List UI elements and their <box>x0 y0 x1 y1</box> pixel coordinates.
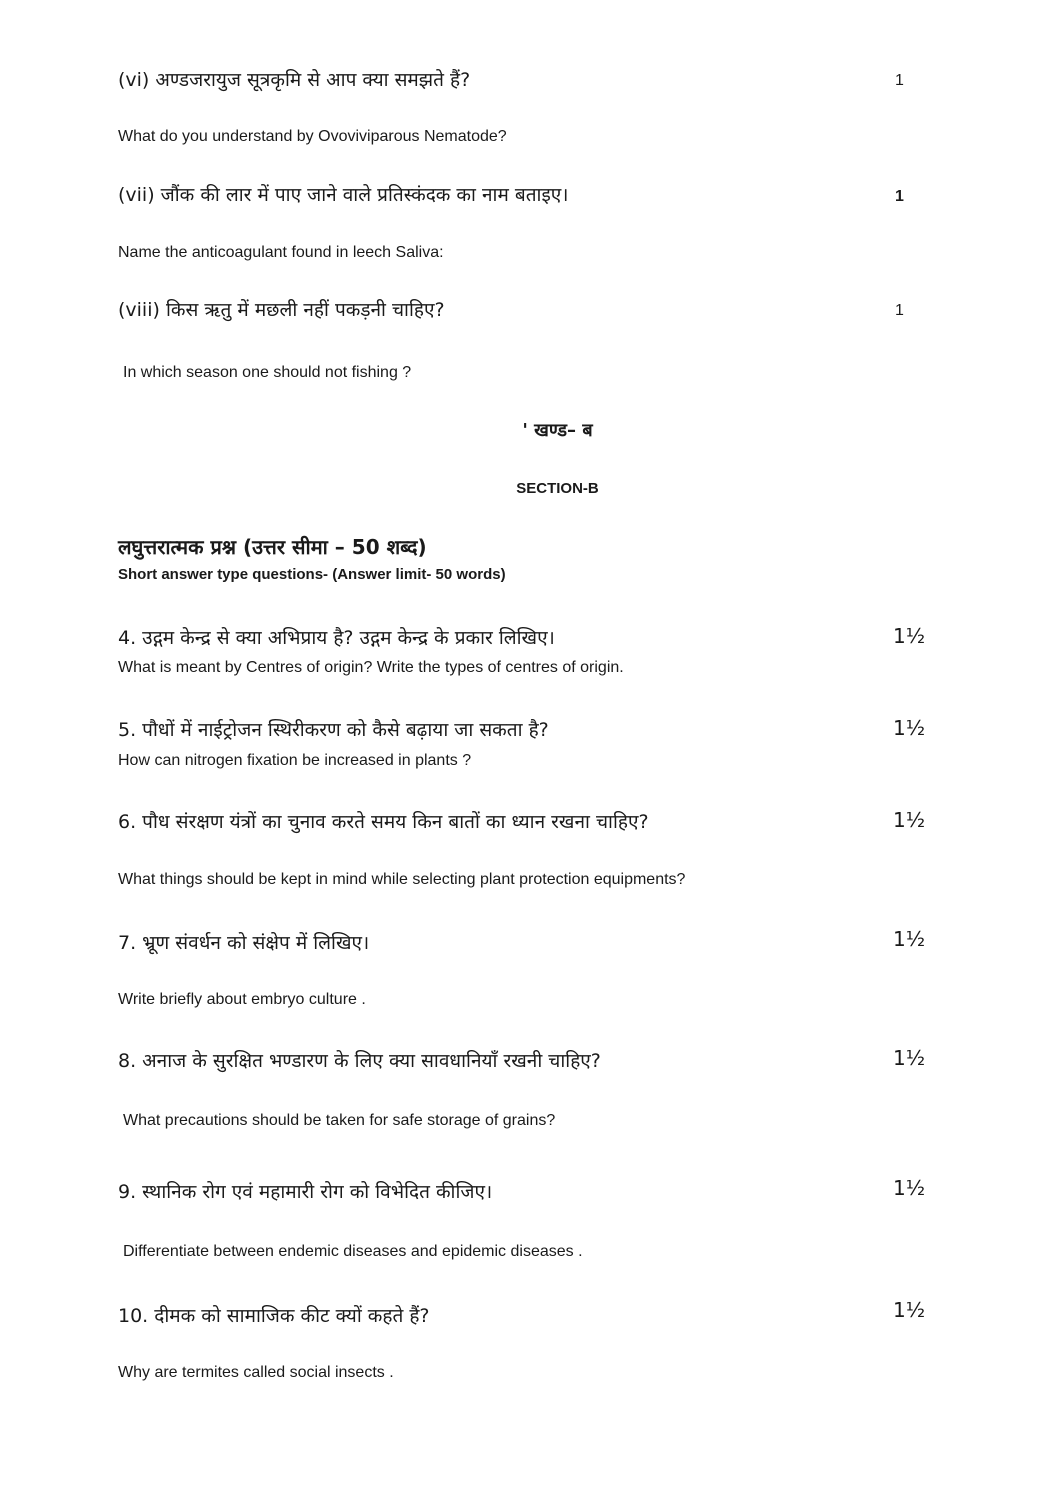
question-6-marks: 1½ <box>893 808 926 832</box>
question-5-english: How can nitrogen fixation be increased in plants ? <box>118 752 472 769</box>
question-9-english: Differentiate between endemic diseases and epidemic diseases . <box>123 1243 583 1260</box>
question-5-marks: 1½ <box>893 716 926 740</box>
question-4-english: What is meant by Centres of origin? Write the types of centres of origin. <box>118 659 624 676</box>
question-10-hindi: 10. दीमक को सामाजिक कीट क्यों कहते हैं? <box>118 1305 430 1327</box>
question-4-hindi: 4. उद्गम केन्द्र से क्या अभिप्राय है? उद्गम केन्द्र के प्रकार लिखिए। <box>118 627 555 649</box>
question-vii-marks: 1 <box>895 188 904 205</box>
section-heading-english: SECTION-B <box>516 480 599 497</box>
question-vi-english: What do you understand by Ovoviviparous Nematode? <box>118 128 507 145</box>
question-7-english: Write briefly about embryo culture . <box>118 991 366 1008</box>
question-9-marks: 1½ <box>893 1176 926 1200</box>
question-vii-english: Name the anticoagulant found in leech Saliva: <box>118 244 444 261</box>
question-7-marks: 1½ <box>893 927 926 951</box>
question-8-english: What precautions should be taken for safe storage of grains? <box>123 1112 556 1129</box>
instructions-hindi: लघुत्तरात्मक प्रश्न (उत्तर सीमा – 50 शब्द) <box>118 535 427 559</box>
question-8-hindi: 8. अनाज के सुरक्षित भण्डारण के लिए क्या सावधानियाँ रखनी चाहिए? <box>118 1050 601 1072</box>
question-7-hindi: 7. भ्रूण संवर्धन को संक्षेप में लिखिए। <box>118 932 370 954</box>
instructions-english: Short answer type questions- (Answer limit- 50 words) <box>118 566 506 583</box>
section-heading-hindi: ' खण्ड– ब <box>522 420 593 441</box>
question-6-hindi: 6. पौध संरक्षण यंत्रों का चुनाव करते समय किन बातों का ध्यान रखना चाहिए? <box>118 811 649 833</box>
question-vi-hindi: (vi) अण्डजरायुज सूत्रकृमि से आप क्या समझते हैं? <box>118 69 471 91</box>
question-8-marks: 1½ <box>893 1046 926 1070</box>
question-9-hindi: 9. स्थानिक रोग एवं महामारी रोग को विभेदित कीजिए। <box>118 1181 493 1203</box>
question-10-marks: 1½ <box>893 1298 926 1322</box>
question-viii-marks: 1 <box>895 302 904 319</box>
question-5-hindi: 5. पौधों में नाईट्रोजन स्थिरीकरण को कैसे बढ़ाया जा सकता है? <box>118 719 549 741</box>
question-10-english: Why are termites called social insects . <box>118 1364 394 1381</box>
question-vi-marks: 1 <box>895 72 904 89</box>
question-6-english: What things should be kept in mind while selecting plant protection equipments? <box>118 871 686 888</box>
question-viii-english: In which season one should not fishing ? <box>123 364 412 381</box>
question-4-marks: 1½ <box>893 624 926 648</box>
question-vii-hindi: (vii) जौंक की लार में पाए जाने वाले प्रतिस्कंदक का नाम बताइए। <box>118 184 569 206</box>
question-viii-hindi: (viii) किस ऋतु में मछली नहीं पकड़नी चाहिए? <box>118 299 445 321</box>
